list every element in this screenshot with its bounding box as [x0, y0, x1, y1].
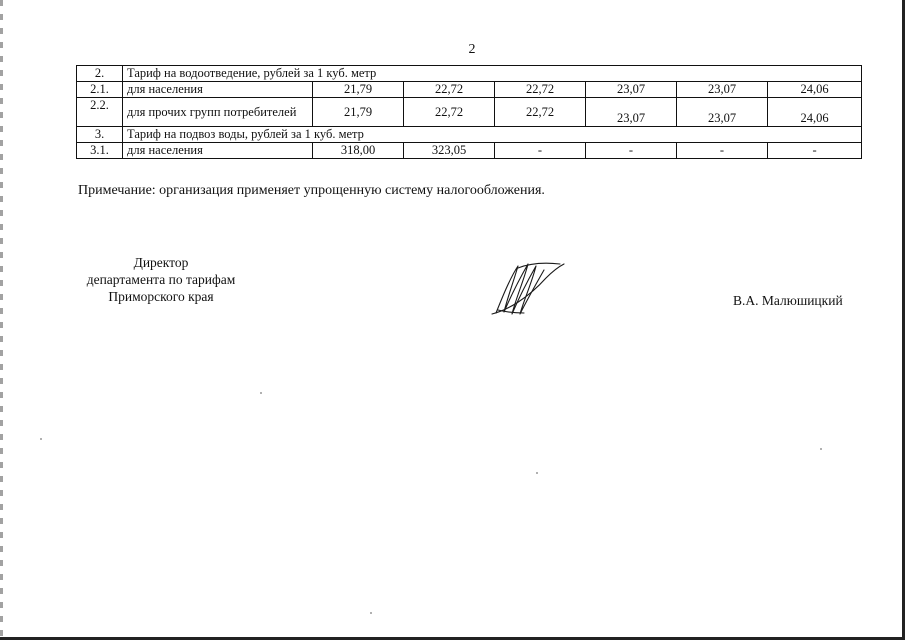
row-number: 3.: [77, 127, 123, 143]
row-number: 2.1.: [77, 82, 123, 98]
scan-left-edge: [0, 0, 3, 640]
row-label: для населения: [123, 82, 313, 98]
tariff-value: 22,72: [404, 82, 495, 98]
row-number: 2.: [77, 66, 123, 82]
tariff-value: 22,72: [404, 98, 495, 127]
tariff-value: 22,72: [495, 82, 586, 98]
scan-speck: [260, 392, 262, 394]
tariff-value: 23,07: [677, 82, 768, 98]
section-label: Тариф на подвоз воды, рублей за 1 куб. метр: [123, 127, 862, 143]
page-number: 2: [468, 42, 476, 57]
table-row: [77, 82, 862, 98]
tariff-value: -: [495, 143, 586, 159]
handwritten-signature: [488, 258, 568, 318]
table-row-section-2: [77, 66, 862, 82]
tariff-table: [76, 65, 862, 159]
tariff-value: 23,07: [677, 98, 768, 127]
scan-speck: [40, 438, 42, 440]
signatory-title-line: Директор: [133, 255, 189, 270]
signatory-name: В.А. Малюшицкий: [733, 293, 843, 308]
scan-speck: [820, 448, 822, 450]
tariff-value: 323,05: [404, 143, 495, 159]
tariff-value: 22,72: [495, 98, 586, 127]
section-label: Тариф на водоотведение, рублей за 1 куб. метр: [123, 66, 862, 82]
signatory-title: [76, 254, 246, 305]
tariff-value: -: [677, 143, 768, 159]
tariff-value: 24,06: [768, 98, 862, 127]
table-row-section-3: [77, 127, 862, 143]
table-row: [77, 143, 862, 159]
table-row: [77, 98, 862, 127]
scan-speck: [536, 472, 538, 474]
tariff-value: 21,79: [313, 98, 404, 127]
row-number: 3.1.: [77, 143, 123, 159]
scan-speck: [370, 612, 372, 614]
row-number: 2.2.: [77, 98, 123, 127]
tax-note: Примечание: организация применяет упрощенную систему налогообложения.: [78, 183, 545, 198]
tariff-value: 24,06: [768, 82, 862, 98]
tariff-value: 21,79: [313, 82, 404, 98]
signatory-title-line: департамента по тарифам: [86, 272, 236, 287]
tariff-value: 318,00: [313, 143, 404, 159]
tariff-value: -: [768, 143, 862, 159]
tariff-value: -: [586, 143, 677, 159]
tariff-value: 23,07: [586, 82, 677, 98]
row-label: для населения: [123, 143, 313, 159]
row-label: для прочих групп потребителей: [123, 98, 313, 127]
tariff-value: 23,07: [586, 98, 677, 127]
signatory-title-line: Приморского края: [108, 289, 214, 304]
